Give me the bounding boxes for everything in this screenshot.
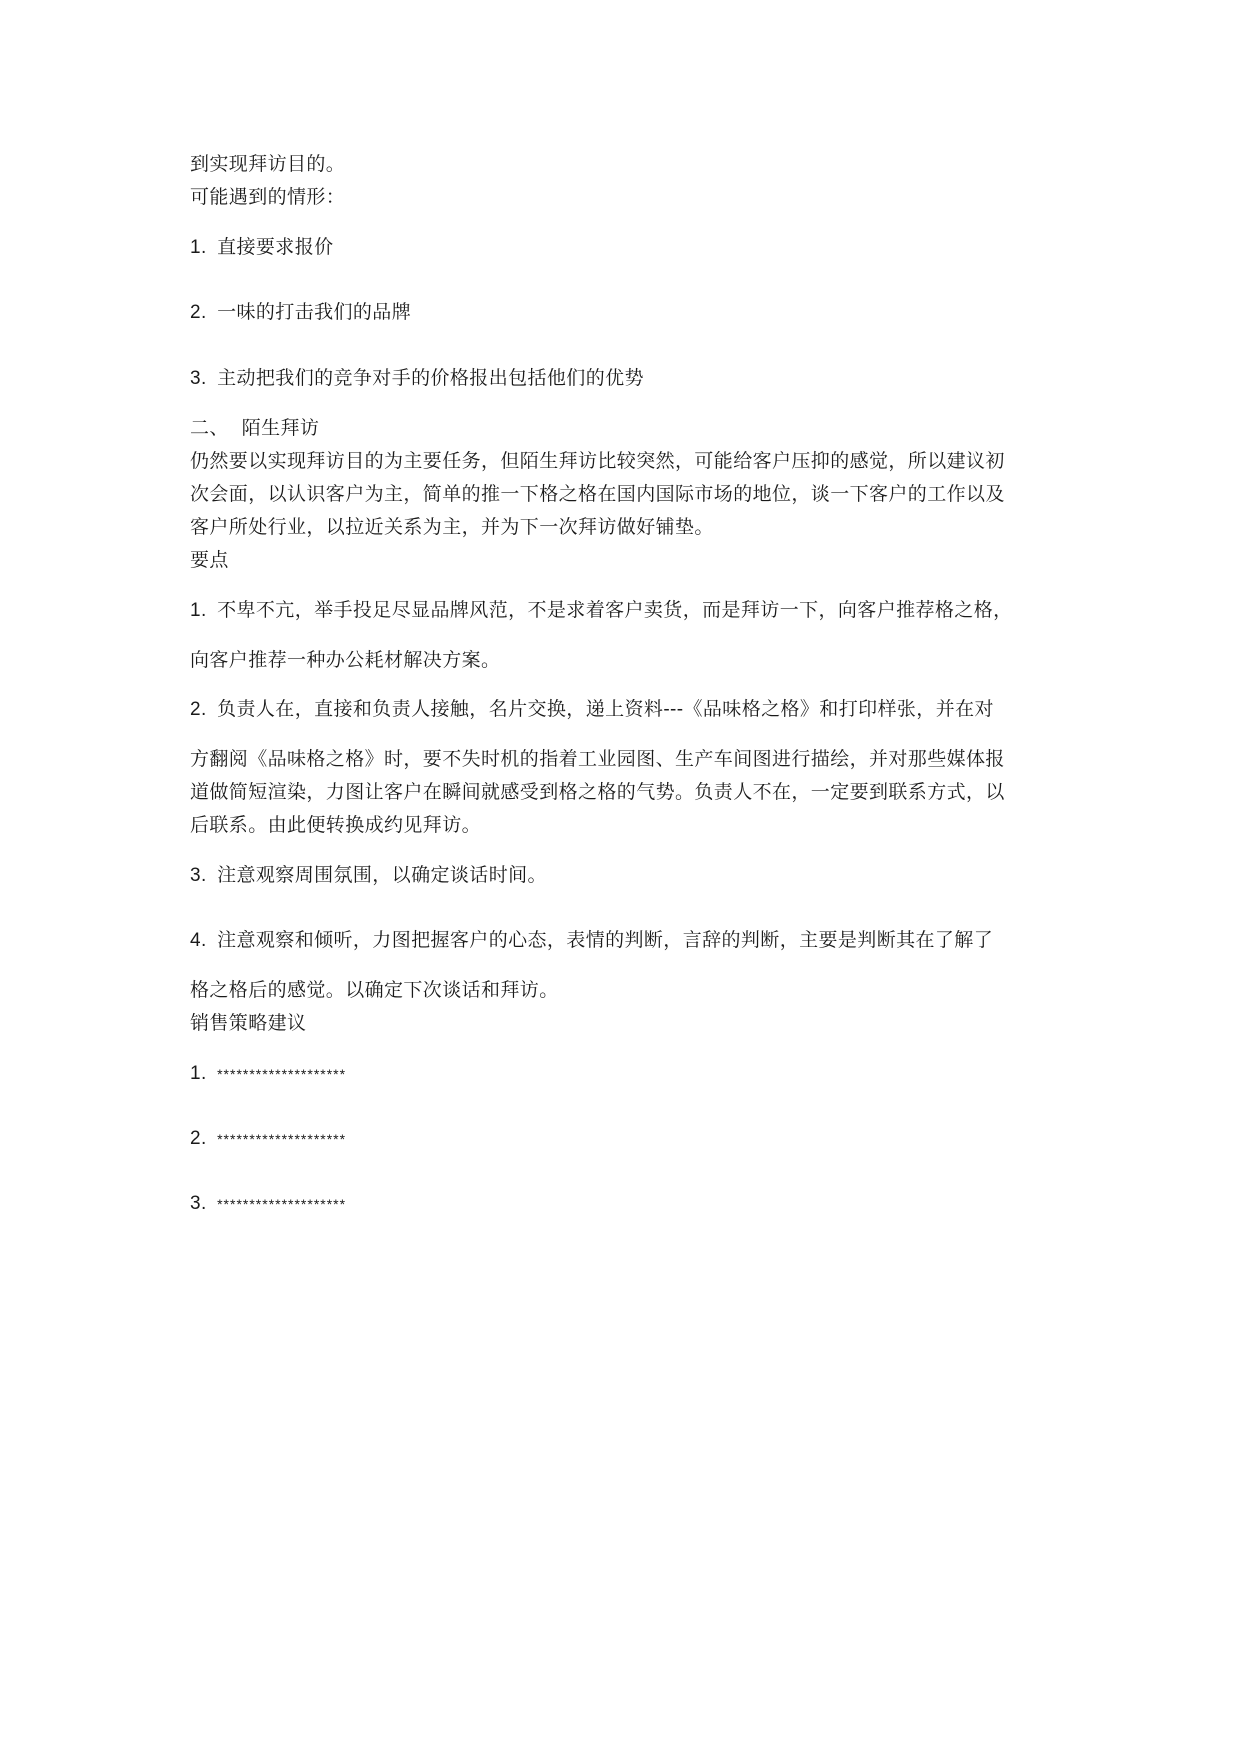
list-number: 1. [190, 600, 207, 621]
point-3-line-1 [190, 863, 547, 888]
list-number: 3. [190, 865, 207, 886]
point-4-line-1 [190, 928, 993, 953]
list-number: 3. [190, 1193, 207, 1214]
situation-item-2 [190, 300, 411, 325]
list-number: 2. [190, 1128, 207, 1149]
situation-text: 直接要求报价 [217, 236, 334, 258]
point-text: 负责人在，直接和负责人接触，名片交换，递上资料 [217, 698, 664, 720]
point-2-line-1 [190, 697, 994, 722]
point-2-line-3: 道做简短渲染，力图让客户在瞬间就感受到格之格的气势。负责人不在，一定要到联系方式，以 [190, 781, 1005, 803]
redacted-text: ******************** [217, 1131, 347, 1147]
redacted-text: ******************** [217, 1196, 347, 1212]
strategy-item-2 [190, 1126, 346, 1151]
strategy-heading: 销售策略建议 [190, 1012, 307, 1034]
redacted-text: ******************** [217, 1066, 347, 1082]
intro-line-2: 可能遇到的情形： [190, 186, 346, 208]
intro-line-1: 到实现拜访目的。 [190, 153, 346, 175]
point-2-line-4: 后联系。由此便转换成约见拜访。 [190, 814, 482, 836]
section-2-para-line-3: 客户所处行业，以拉近关系为主，并为下一次拜访做好铺垫。 [190, 516, 714, 538]
point-text: 注意观察和倾听，力图把握客户的心态，表情的判断，言辞的判断，主要是判断其在了解了 [217, 929, 994, 951]
situation-text: 一味的打击我们的品牌 [217, 301, 412, 323]
section-2-heading: 二、 陌生拜访 [190, 417, 320, 439]
point-1-line-2: 向客户推荐一种办公耗材解决方案。 [190, 649, 501, 671]
point-1-line-1 [190, 598, 1013, 623]
point-2-line-2: 方翻阅《品味格之格》时，要不失时机的指着工业园图、生产车间图进行描绘，并对那些媒体报 [190, 748, 1005, 770]
section-2-para-line-2: 次会面，以认识客户为主，简单的推一下格之格在国内国际市场的地位，谈一下客户的工作以及 [190, 483, 1005, 505]
situation-item-3 [190, 366, 644, 391]
list-number: 1. [190, 237, 207, 258]
strategy-item-1 [190, 1061, 346, 1086]
list-number: 1. [190, 1063, 207, 1084]
section-2-para-line-1: 仍然要以实现拜访目的为主要任务，但陌生拜访比较突然，可能给客户压抑的感觉，所以建议初 [190, 450, 1005, 472]
dash-text: --- [663, 699, 684, 720]
list-number: 2. [190, 302, 207, 323]
point-text: 不卑不亢，举手投足尽显品牌风范，不是求着客户卖货，而是拜访一下，向客户推荐格之格， [217, 599, 1013, 621]
point-4-line-2: 格之格后的感觉。以确定下次谈话和拜访。 [190, 979, 559, 1001]
list-number: 2. [190, 699, 207, 720]
list-number: 4. [190, 930, 207, 951]
point-text: 注意观察周围氛围，以确定谈话时间。 [217, 864, 547, 886]
points-label: 要点 [190, 549, 229, 571]
strategy-item-3 [190, 1191, 346, 1216]
situation-item-1 [190, 235, 334, 260]
list-number: 3. [190, 368, 207, 389]
point-text: 《品味格之格》和打印样张，并在对 [683, 698, 994, 720]
situation-text: 主动把我们的竞争对手的价格报出包括他们的优势 [217, 367, 644, 389]
